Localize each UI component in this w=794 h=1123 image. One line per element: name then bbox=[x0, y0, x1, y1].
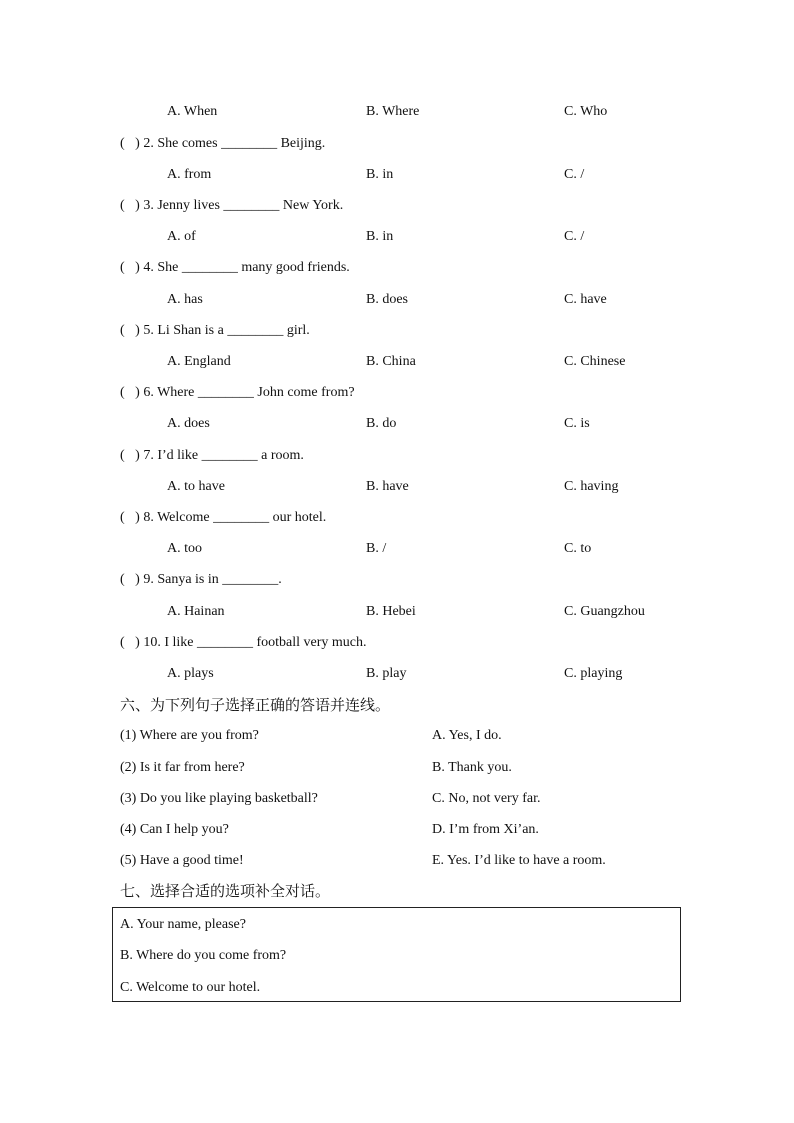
match-question: (5) Have a good time! bbox=[120, 853, 244, 868]
answer-option: C. have bbox=[564, 292, 607, 307]
match-question: (4) Can I help you? bbox=[120, 822, 229, 837]
match-answer: A. Yes, I do. bbox=[432, 728, 502, 743]
answer-option: B. have bbox=[366, 479, 409, 494]
answer-option: B. play bbox=[366, 666, 407, 681]
question-stem: ( ) 9. Sanya is in ________. bbox=[120, 572, 282, 587]
answer-option: A. When bbox=[167, 104, 218, 119]
match-question: (3) Do you like playing basketball? bbox=[120, 791, 318, 806]
answer-option: C. to bbox=[564, 541, 592, 556]
question-stem: ( ) 10. I like ________ football very much. bbox=[120, 635, 367, 650]
answer-option: A. England bbox=[167, 354, 231, 369]
answer-option: C. having bbox=[564, 479, 619, 494]
answer-option: A. has bbox=[167, 292, 203, 307]
question-stem: ( ) 7. I’d like ________ a room. bbox=[120, 448, 304, 463]
question-stem: ( ) 4. She ________ many good friends. bbox=[120, 260, 350, 275]
answer-option: A. from bbox=[167, 167, 212, 182]
answer-option: B. China bbox=[366, 354, 416, 369]
match-question: (1) Where are you from? bbox=[120, 728, 259, 743]
question-stem: ( ) 5. Li Shan is a ________ girl. bbox=[120, 323, 310, 338]
answer-option: C. / bbox=[564, 167, 585, 182]
section-6-title: 六、为下列句子选择正确的答语并连线。 bbox=[120, 696, 391, 714]
answer-option: C. / bbox=[564, 229, 585, 244]
answer-option: C. Guangzhou bbox=[564, 604, 645, 619]
dialogue-option: B. Where do you come from? bbox=[120, 948, 287, 963]
match-answer: B. Thank you. bbox=[432, 760, 512, 775]
answer-option: B. in bbox=[366, 229, 394, 244]
answer-option: A. to have bbox=[167, 479, 225, 494]
answer-option: A. plays bbox=[167, 666, 214, 681]
match-answer: C. No, not very far. bbox=[432, 791, 541, 806]
answer-option: C. Who bbox=[564, 104, 608, 119]
answer-option: C. Chinese bbox=[564, 354, 626, 369]
answer-option: A. Hainan bbox=[167, 604, 225, 619]
question-stem: ( ) 3. Jenny lives ________ New York. bbox=[120, 198, 344, 213]
question-stem: ( ) 2. She comes ________ Beijing. bbox=[120, 136, 326, 151]
answer-option: B. Hebei bbox=[366, 604, 416, 619]
match-answer: D. I’m from Xi’an. bbox=[432, 822, 539, 837]
answer-option: A. of bbox=[167, 229, 196, 244]
answer-option: B. / bbox=[366, 541, 387, 556]
dialogue-option: A. Your name, please? bbox=[120, 917, 246, 932]
answer-option: C. playing bbox=[564, 666, 623, 681]
match-answer: E. Yes. I’d like to have a room. bbox=[432, 853, 606, 868]
answer-option: B. do bbox=[366, 416, 397, 431]
answer-option: B. Where bbox=[366, 104, 420, 119]
question-stem: ( ) 8. Welcome ________ our hotel. bbox=[120, 510, 327, 525]
answer-option: C. is bbox=[564, 416, 590, 431]
dialogue-option: C. Welcome to our hotel. bbox=[120, 980, 261, 995]
answer-option: A. too bbox=[167, 541, 202, 556]
match-question: (2) Is it far from here? bbox=[120, 760, 245, 775]
section-7-title: 七、选择合适的选项补全对话。 bbox=[120, 882, 331, 900]
answer-option: B. does bbox=[366, 292, 408, 307]
answer-option: B. in bbox=[366, 167, 394, 182]
question-stem: ( ) 6. Where ________ John come from? bbox=[120, 385, 355, 400]
answer-option: A. does bbox=[167, 416, 210, 431]
